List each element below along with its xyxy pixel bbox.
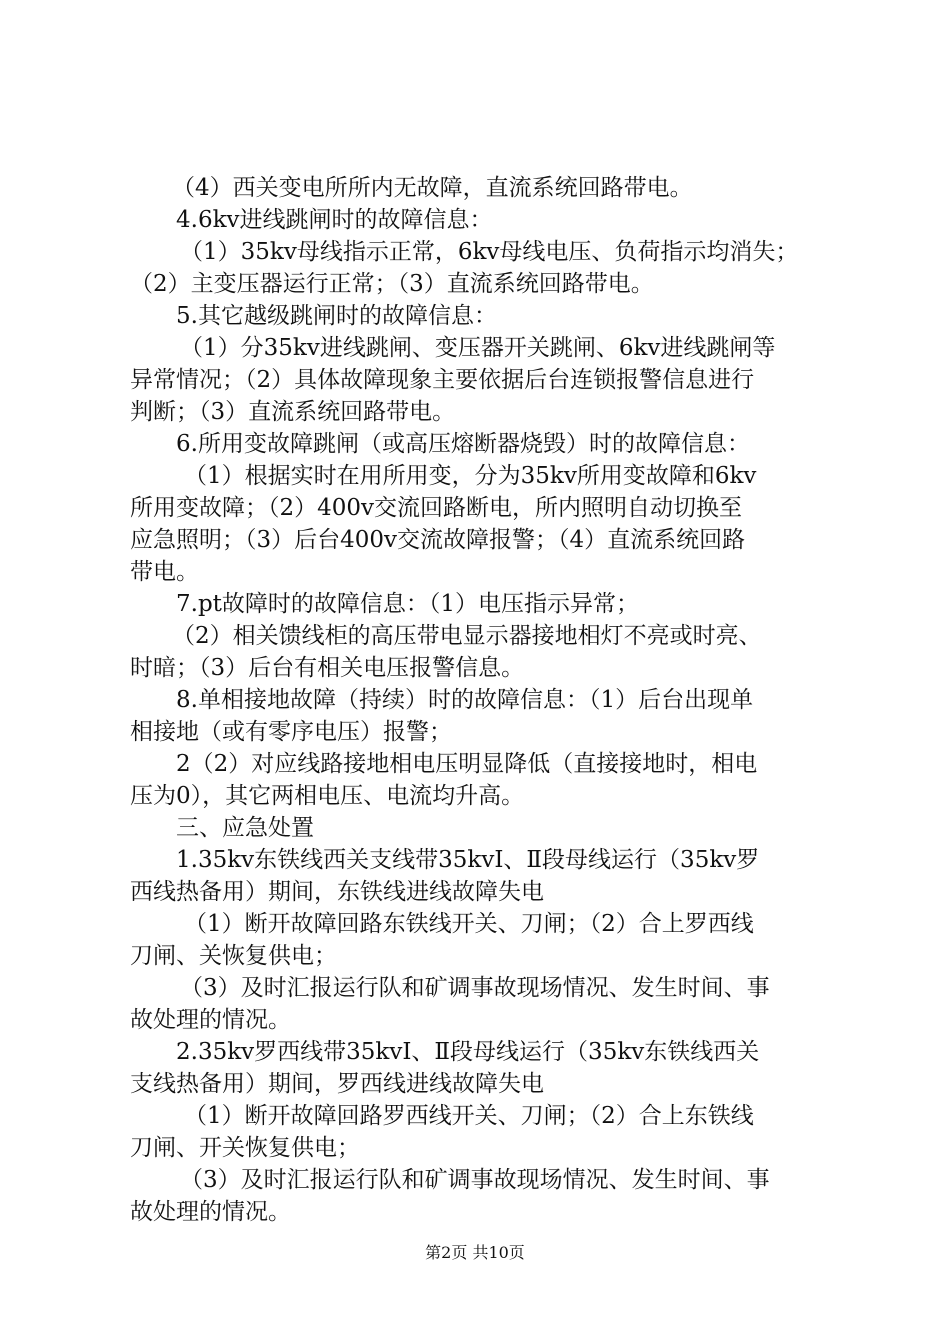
text-line: 相接地（或有零序电压）报警； — [130, 719, 452, 745]
text-line: （1）分35kv进线跳闸、变压器开关跳闸、6kv进线跳闸等 — [180, 335, 776, 361]
text-line: 异常情况；（2）具体故障现象主要依据后台连锁报警信息进行 — [130, 367, 755, 393]
text-line: 刀闸、开关恢复供电； — [130, 1135, 360, 1161]
text-line: （3）及时汇报运行队和矿调事故现场情况、发生时间、事 — [180, 1167, 770, 1193]
text-line: （1）断开故障回路东铁线开关、刀闸；（2）合上罗西线 — [184, 911, 754, 937]
document-body — [130, 172, 830, 1228]
text-line: 故处理的情况。 — [130, 1199, 291, 1225]
text-line: 时暗；（3）后台有相关电压报警信息。 — [130, 655, 525, 681]
text-line: 判断；（3）直流系统回路带电。 — [130, 399, 456, 425]
text-line: 带电。 — [130, 559, 199, 585]
text-line: 4.6kv进线跳闸时的故障信息： — [176, 207, 493, 233]
text-line: 压为0），其它两相电压、电流均升高。 — [130, 783, 525, 809]
text-line: 2.35kv罗西线带35kvⅠ、Ⅱ段母线运行（35kv东铁线西关 — [176, 1039, 760, 1065]
text-line: 所用变故障；（2）400v交流回路断电，所内照明自动切换至 — [130, 495, 743, 521]
text-line: 应急照明；（3）后台400v交流故障报警；（4）直流系统回路 — [130, 527, 746, 553]
text-line: （4）西关变电所所内无故障，直流系统回路带电。 — [172, 175, 693, 201]
text-line: （2）主变压器运行正常；（3）直流系统回路带电。 — [130, 271, 654, 297]
text-line: 1.35kv东铁线西关支线带35kvⅠ、Ⅱ段母线运行（35kv罗 — [176, 847, 760, 873]
text-line: 三、应急处置 — [176, 815, 314, 841]
text-line: 支线热备用）期间，罗西线进线故障失电 — [130, 1071, 544, 1097]
text-line: （1）断开故障回路罗西线开关、刀闸；（2）合上东铁线 — [184, 1103, 754, 1129]
text-line: 西线热备用）期间，东铁线进线故障失电 — [130, 879, 544, 905]
text-line: （1）35kv母线指示正常，6kv母线电压、负荷指示均消失； — [180, 239, 799, 265]
text-line: 2（2）对应线路接地相电压明显降低（直接接地时，相电 — [176, 751, 758, 777]
text-line: 8.单相接地故障（持续）时的故障信息：（1）后台出现单 — [176, 687, 754, 713]
text-line: （2）相关馈线柜的高压带电显示器接地相灯不亮或时亮、 — [172, 623, 762, 649]
text-line: 故处理的情况。 — [130, 1007, 291, 1033]
text-line: （3）及时汇报运行队和矿调事故现场情况、发生时间、事 — [180, 975, 770, 1001]
text-line: 7.pt故障时的故障信息：（1）电压指示异常； — [176, 591, 640, 617]
text-line: （1）根据实时在用所用变，分为35kv所用变故障和6kv — [184, 463, 757, 489]
page-footer: 第2页 共10页 — [425, 1243, 525, 1262]
text-line: 6.所用变故障跳闸（或高压熔断器烧毁）时的故障信息： — [176, 431, 750, 457]
text-line: 刀闸、关恢复供电； — [130, 943, 337, 969]
text-line: 5.其它越级跳闸时的故障信息： — [176, 303, 497, 329]
